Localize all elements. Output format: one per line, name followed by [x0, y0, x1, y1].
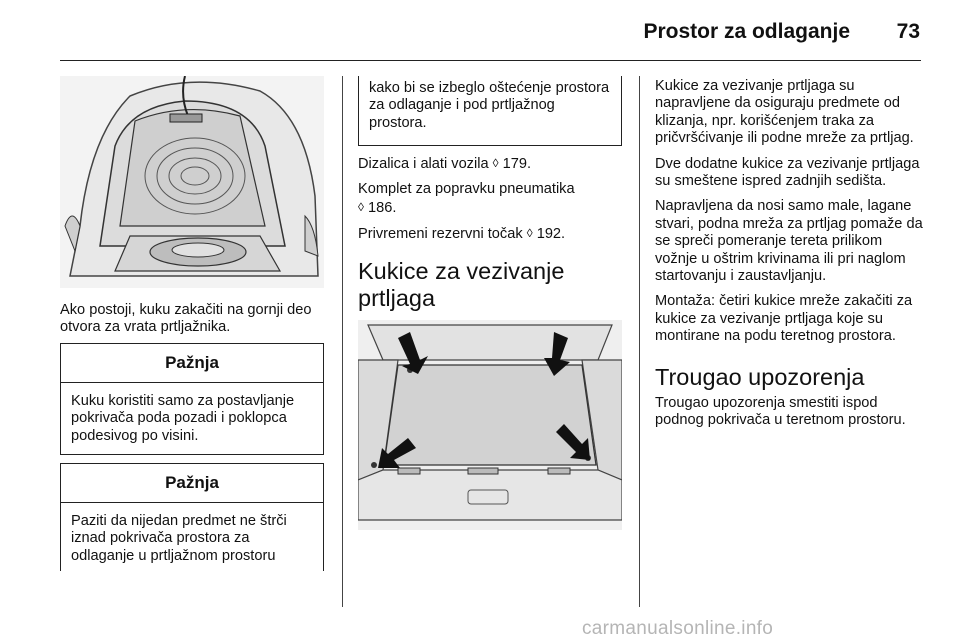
page-ref-arrow-icon: ◊ [526, 226, 533, 241]
trunk-floor-cover-illustration-icon [60, 76, 324, 288]
notice-text-2-continued: kako bi se izbeglo oštećenje prostora za odlaganje i pod prtljažnog prostora. [369, 80, 610, 131]
warning-triangle-text: Trougao upozorenja smestiti ispod podnog pokrivača u teretnom prostoru. [655, 394, 906, 429]
notice-text-2: Paziti da nijedan predmet ne štrči iznad pokrivača prostora za odlaganje u prtljažnom prostoru [71, 513, 287, 564]
reference-tyre-repair-kit: Komplet za popravku pneumatika ◊ 186. [358, 181, 575, 216]
left-paragraph [60, 302, 325, 345]
notice-heading-1: Pažnja [61, 344, 323, 383]
section-heading-lashing-eyes: Kukice za vezivanje prtljaga [358, 257, 565, 311]
load-net-text: Napravljena da nosi samo male, lagane stvari, podna mreža za prtljag pomaže da se spreči pomeranje tereta prilikom vožnje u oštrim krivinama ili pri naglom startovanju i zaustavljanju. [655, 198, 923, 285]
lashing-eyes-image [358, 320, 622, 530]
hook-instruction-text: Ako postoji, kuku zakačiti na gornji deo otvora za vrata prtljažnika. [60, 302, 312, 336]
reference-jack-tools: Dizalica i alati vozila ◊ 179. [358, 156, 532, 172]
lashing-eyes-purpose-text: Kukice za vezivanje prtljaga su napravljene da osiguraju predmete od klizanja, npr. korišćenjem traka za pričvršćivanje ili podne mreže za prtljag. [655, 78, 914, 147]
page-ref-arrow-icon: ◊ [358, 199, 364, 214]
right-column-text [655, 78, 925, 438]
header-divider [60, 60, 921, 61]
watermark: carmanualsonline.info [582, 618, 774, 639]
additional-eyes-text: Dve dodatne kukice za vezivanje prtljaga su smeštene ispred zadnjih sedišta. [655, 155, 920, 190]
column-divider-1 [342, 76, 343, 607]
notice-box-2-continued [358, 76, 622, 146]
notice-heading-2: Pažnja [61, 464, 323, 503]
trunk-floor-cover-image [60, 76, 324, 288]
page-ref-arrow-icon: ◊ [492, 156, 499, 170]
page-number: 73 [896, 20, 920, 43]
section-heading-warning-triangle: Trougao upozorenja [655, 363, 865, 390]
reference-list [358, 155, 623, 322]
notice-text-1: Kuku koristiti samo za postavljanje pokrivača poda pozadi i poklopca podesivog po visini. [71, 393, 295, 444]
notice-box-1 [60, 343, 324, 455]
notice-box-2 [60, 463, 324, 571]
reference-spare-wheel: Privremeni rezervni točak ◊ 192. [358, 226, 566, 243]
column-divider-2 [639, 76, 640, 607]
page-title: Prostor za odlaganje [643, 20, 850, 43]
mounting-text: Montaža: četiri kukice mreže zakačiti za kukice za vezivanje prtljaga koje su montirane na podu teretnog prostora. [655, 293, 913, 345]
trunk-lashing-eyes-illustration-icon [358, 320, 622, 530]
